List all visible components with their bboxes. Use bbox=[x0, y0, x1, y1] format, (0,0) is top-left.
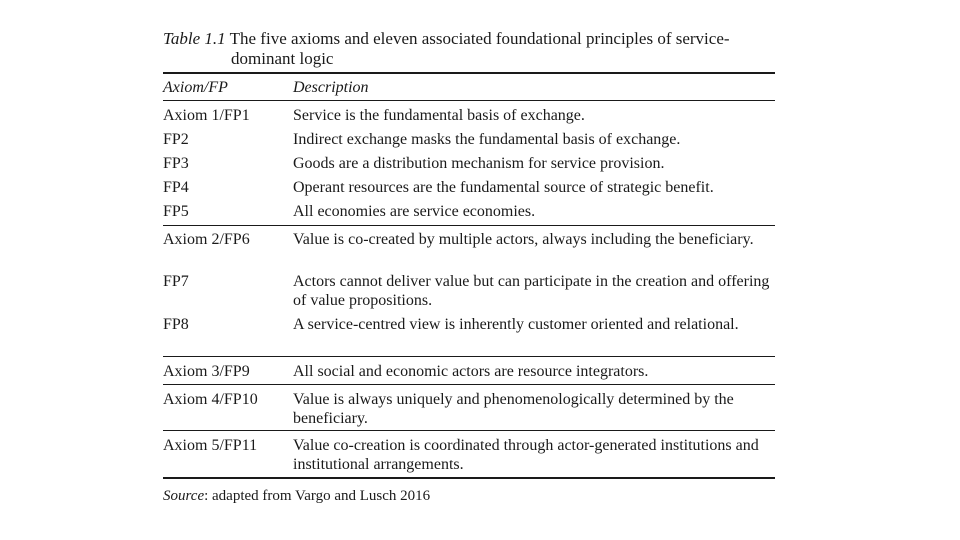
row-id: Axiom 2/FP6 bbox=[163, 231, 250, 248]
row-description: Value co-creation is coordinated through actor-generated institutions and institutional arrangements. bbox=[293, 437, 759, 473]
row-description: Operant resources are the fundamental source of strategic benefit. bbox=[293, 179, 714, 196]
row-id: FP5 bbox=[163, 203, 189, 220]
source-text: : adapted from Vargo and Lusch 2016 bbox=[204, 488, 431, 504]
table-number: Table 1.1 bbox=[163, 29, 226, 48]
table-title-line1: The five axioms and eleven associated foundational principles of service- bbox=[229, 29, 730, 48]
table-caption bbox=[163, 29, 775, 69]
group-rule bbox=[163, 225, 775, 226]
source-note bbox=[163, 488, 430, 505]
column-header-description: Description bbox=[293, 79, 369, 96]
row-description: All economies are service economies. bbox=[293, 203, 536, 220]
group-rule bbox=[163, 430, 775, 431]
row-description: Value is always uniquely and phenomenologically determined by the beneficiary. bbox=[293, 391, 734, 427]
row-id: FP4 bbox=[163, 179, 189, 196]
group-rule bbox=[163, 356, 775, 357]
row-description: Indirect exchange masks the fundamental basis of exchange. bbox=[293, 131, 681, 148]
row-description: A service-centred view is inherently customer oriented and relational. bbox=[293, 316, 739, 333]
column-header-axiom: Axiom/FP bbox=[163, 79, 228, 96]
header-rule bbox=[163, 100, 775, 101]
row-id: Axiom 4/FP10 bbox=[163, 391, 258, 408]
row-id: Axiom 1/FP1 bbox=[163, 107, 250, 124]
group-rule bbox=[163, 384, 775, 385]
row-id: FP2 bbox=[163, 131, 189, 148]
row-id: FP8 bbox=[163, 316, 189, 333]
row-id: FP3 bbox=[163, 155, 189, 172]
table-title-line2: dominant logic bbox=[231, 49, 334, 68]
row-id: Axiom 5/FP11 bbox=[163, 437, 258, 454]
row-description: Value is co-created by multiple actors, always including the beneficiary. bbox=[293, 231, 754, 248]
source-label: Source bbox=[163, 488, 205, 504]
bottom-rule bbox=[163, 477, 775, 479]
top-rule bbox=[163, 72, 775, 74]
row-description: Goods are a distribution mechanism for service provision. bbox=[293, 155, 665, 172]
row-description: All social and economic actors are resource integrators. bbox=[293, 363, 649, 380]
row-description: Service is the fundamental basis of exchange. bbox=[293, 107, 585, 124]
row-id: Axiom 3/FP9 bbox=[163, 363, 250, 380]
row-id: FP7 bbox=[163, 273, 189, 290]
row-description: Actors cannot deliver value but can participate in the creation and offering of value propositions. bbox=[293, 273, 770, 309]
